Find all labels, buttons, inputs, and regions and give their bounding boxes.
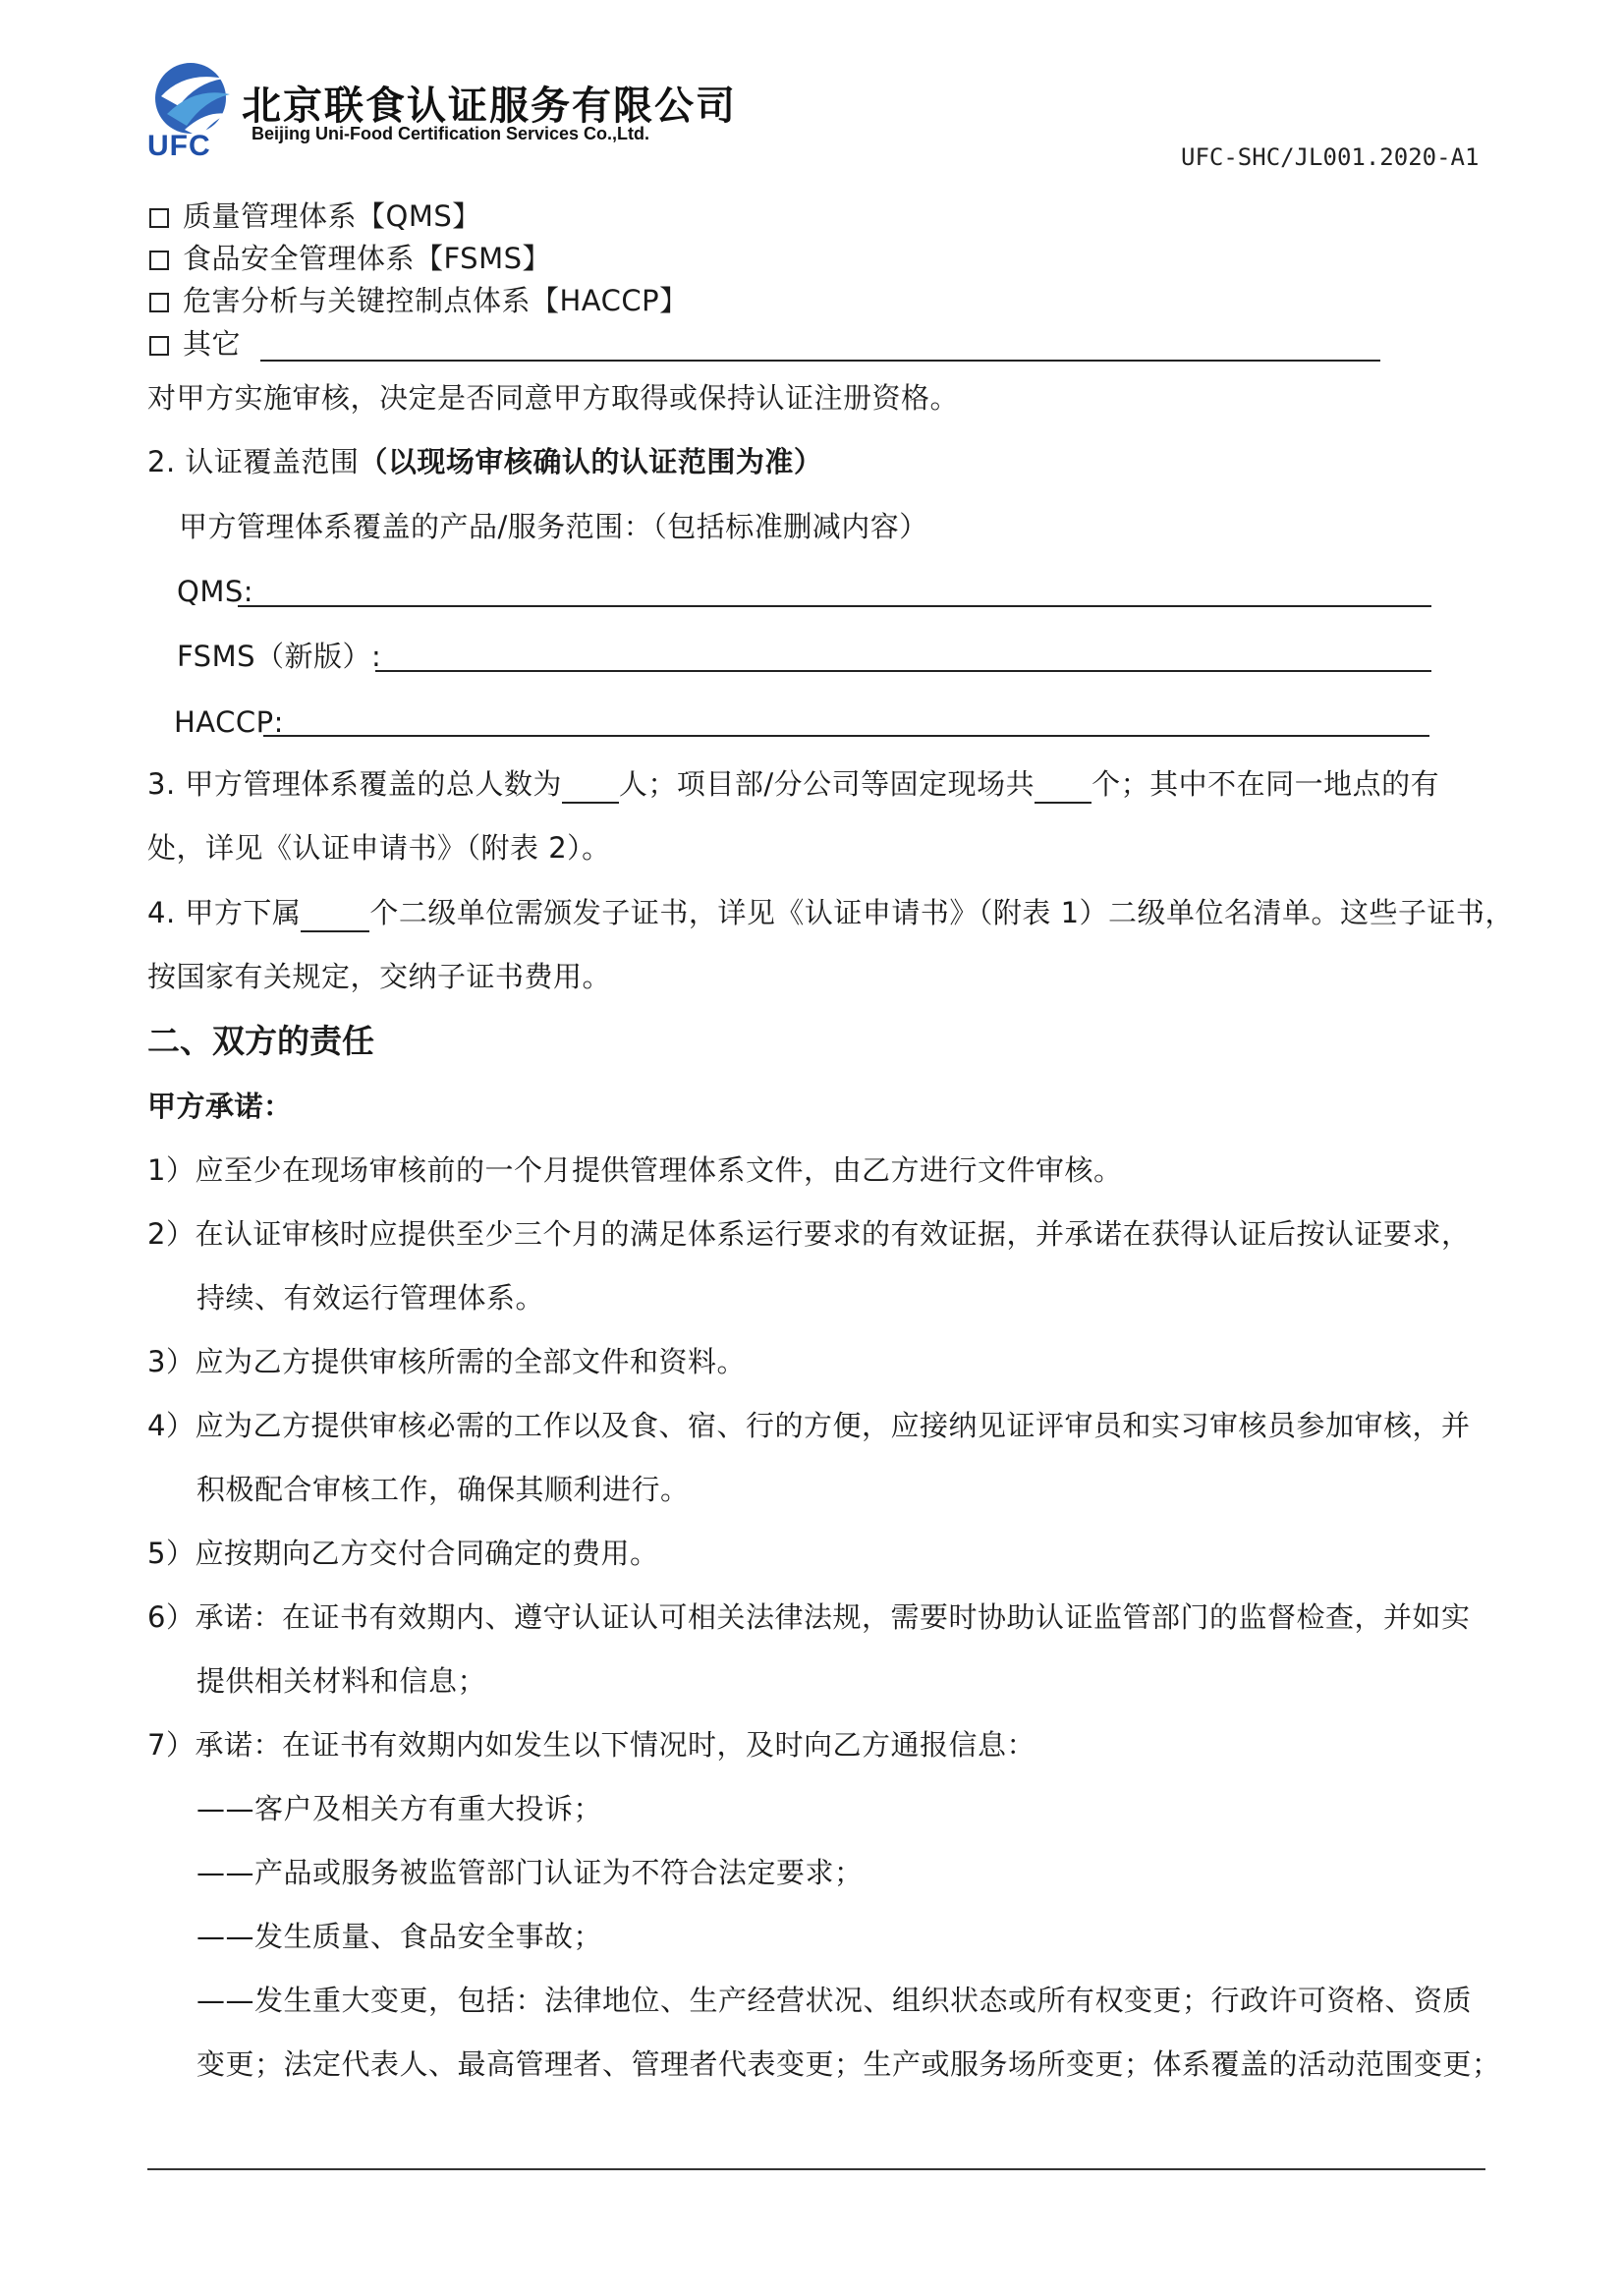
checkbox-icon[interactable] bbox=[149, 293, 169, 312]
footer-divider bbox=[147, 2168, 1485, 2170]
checkbox-label: 食品安全管理体系【FSMS】 bbox=[183, 242, 552, 275]
checkbox-label: 质量管理体系【QMS】 bbox=[183, 199, 481, 233]
company-name-cn: 北京联食认证服务有限公司 bbox=[242, 84, 737, 129]
checkbox-fsms[interactable] bbox=[149, 239, 551, 278]
checkbox-label: 危害分析与关键控制点体系【HACCP】 bbox=[183, 284, 689, 317]
commitment-6: 6）承诺：在证书有效期内、遵守认证认可相关法律法规，需要时协助认证监管部门的监督检查，并如实 bbox=[147, 1600, 1471, 1634]
section2-title-text: 2. 认证覆盖范围 bbox=[147, 445, 360, 478]
sub-units-field[interactable] bbox=[301, 901, 369, 932]
commitment-5: 5）应按期向乙方交付合同确定的费用。 bbox=[147, 1537, 659, 1570]
other-blank-line[interactable] bbox=[260, 360, 1380, 362]
checkbox-haccp[interactable] bbox=[149, 281, 689, 320]
commitment-7-d-cont: 变更；法定代表人、最高管理者、管理者代表变更；生产或服务场所变更；体系覆盖的活动范围变更； bbox=[196, 2047, 1501, 2081]
scope-intro: 甲方管理体系覆盖的产品/服务范围：（包括标准删减内容） bbox=[179, 510, 928, 543]
commitment-7: 7）承诺：在证书有效期内如发生以下情况时，及时向乙方通报信息： bbox=[147, 1728, 1035, 1762]
section3-line1 bbox=[147, 764, 1439, 804]
party-a-heading: 甲方承诺： bbox=[147, 1090, 293, 1123]
fsms-scope-field[interactable] bbox=[375, 670, 1431, 672]
fsms-label: FSMS（新版）: bbox=[177, 640, 382, 673]
section4-text-2: 个二级单位需颁发子证书，详见《认证申请书》（附表 1）二级单位名清单。这些子证书， bbox=[369, 896, 1515, 929]
qms-label: QMS: bbox=[177, 575, 254, 608]
section3-line2: 处，详见《认证申请书》（附表 2）。 bbox=[147, 831, 611, 865]
commitment-7-b: ——产品或服务被监管部门认证为不符合法定要求； bbox=[196, 1856, 864, 1889]
commitment-2-cont: 持续、有效运行管理体系。 bbox=[196, 1281, 545, 1315]
section3-text-3: 个；其中不在同一地点的有 bbox=[1091, 767, 1440, 801]
commitment-1: 1）应至少在现场审核前的一个月提供管理体系文件，由乙方进行文件审核。 bbox=[147, 1153, 1123, 1187]
commitment-7-c: ——发生质量、食品安全事故； bbox=[196, 1920, 603, 1953]
commitment-4: 4）应为乙方提供审核必需的工作以及食、宿、行的方便，应接纳见证评审员和实习审核员参加审核，并 bbox=[147, 1409, 1471, 1442]
section4-line2: 按国家有关规定，交纳子证书费用。 bbox=[147, 960, 612, 993]
checkbox-icon[interactable] bbox=[149, 336, 169, 356]
section3-text-1: 3. 甲方管理体系覆盖的总人数为 bbox=[147, 767, 562, 801]
fixed-sites-field[interactable] bbox=[1035, 772, 1091, 804]
checkbox-qms[interactable] bbox=[149, 196, 481, 236]
total-headcount-field[interactable] bbox=[562, 772, 619, 804]
commitment-7-a: ——客户及相关方有重大投诉； bbox=[196, 1792, 603, 1825]
section3-text-2: 人；项目部/分公司等固定现场共 bbox=[618, 767, 1035, 801]
section4-text-1: 4. 甲方下属 bbox=[147, 896, 302, 929]
qms-scope-field[interactable] bbox=[238, 605, 1431, 607]
checkbox-label: 其它 bbox=[183, 327, 242, 361]
checkbox-other[interactable] bbox=[149, 324, 241, 364]
section4-line1 bbox=[147, 893, 1514, 932]
commitment-6-cont: 提供相关材料和信息； bbox=[196, 1664, 487, 1698]
section2-title-bold: （以现场审核确认的认证范围为准） bbox=[359, 445, 823, 478]
commitment-7-d: ——发生重大变更，包括：法律地位、生产经营状况、组织状态或所有权变更；行政许可资格、资质 bbox=[196, 1984, 1473, 2017]
logo-text: UFC bbox=[147, 130, 211, 162]
haccp-scope-field[interactable] bbox=[263, 735, 1429, 737]
section2-title bbox=[147, 442, 822, 481]
haccp-label: HACCP: bbox=[174, 705, 284, 739]
checkbox-icon[interactable] bbox=[149, 208, 169, 228]
commitment-4-cont: 积极配合审核工作，确保其顺利进行。 bbox=[196, 1473, 690, 1506]
document-code: UFC-SHC/JL001.2020-A1 bbox=[1181, 143, 1480, 171]
commitment-3: 3）应为乙方提供审核所需的全部文件和资料。 bbox=[147, 1345, 746, 1378]
company-name-en: Beijing Uni-Food Certification Services Co.,Ltd. bbox=[252, 124, 650, 143]
checkbox-icon[interactable] bbox=[149, 251, 169, 270]
audit-paragraph: 对甲方实施审核，决定是否同意甲方取得或保持认证注册资格。 bbox=[147, 381, 960, 415]
commitment-2: 2）在认证审核时应提供至少三个月的满足体系运行要求的有效证据，并承诺在获得认证后按认证要求， bbox=[147, 1217, 1471, 1251]
responsibilities-heading: 二、双方的责任 bbox=[147, 1022, 374, 1060]
